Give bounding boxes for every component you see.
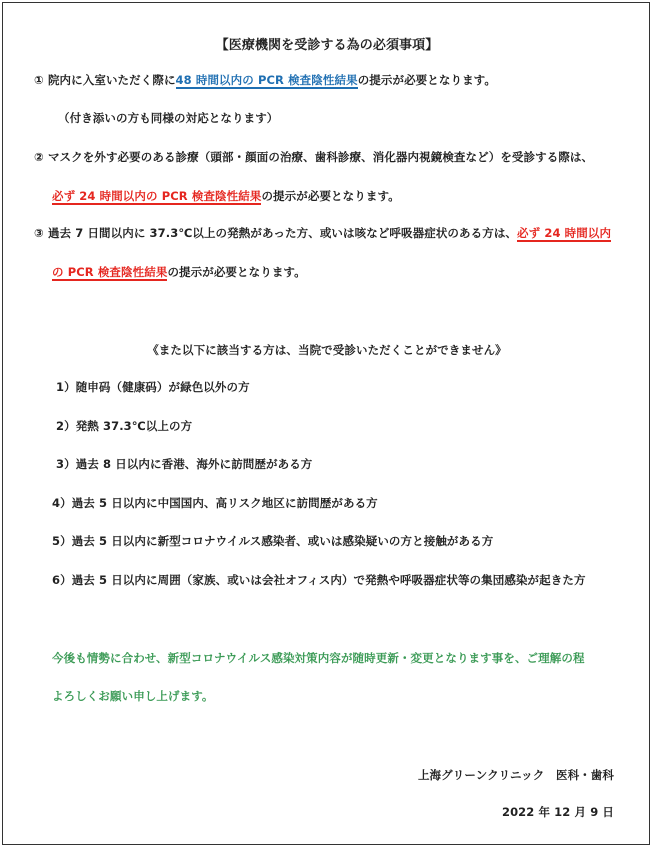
item-2-highlight: 必ず 24 時間以内の PCR 検査陰性結果: [52, 189, 262, 203]
exclusion-item: 5）過去 5 日以内に新型コロナウイルス感染者、或いは感染疑いの方と接触がある方: [52, 534, 494, 548]
clinic-name: 上海グリーンクリニック 医科・歯科: [417, 768, 614, 782]
item-3-highlight2: の PCR 検査陰性結果: [52, 265, 168, 279]
item-1-note: （付き添いの方も同様の対応となります）: [58, 111, 279, 125]
item-3-post: の提示が必要となります。: [167, 265, 306, 279]
item-1-post: の提示が必要となります。: [357, 73, 496, 87]
document-date: 2022 年 12 月 9 日: [501, 805, 614, 819]
exclusion-item: 3）過去 8 日以内に香港、海外に訪問歴がある方: [56, 457, 313, 471]
item-2-post: の提示が必要となります。: [261, 189, 400, 203]
item-3-line2: [52, 264, 306, 280]
item-1: [34, 72, 496, 88]
exclusion-item: 2）発熱 37.3℃以上の方: [56, 419, 193, 433]
exclusion-item: 1）随申码（健康码）が緑色以外の方: [56, 380, 250, 394]
notice-line1: 今後も情勢に合わせ、新型コロナウイルス感染対策内容が随時更新・変更となります事を、ご理解の程: [52, 651, 585, 665]
exclusion-item: 6）過去 5 日以内に周囲（家族、或いは会社オフィス内）で発熱や呼吸器症状等の集団感染が起きた方: [52, 573, 586, 587]
item-3-highlight1: 必ず 24 時間以内: [517, 226, 612, 240]
exclusion-item: 4）過去 5 日以内に中国国内、高リスク地区に訪問歴がある方: [52, 496, 378, 510]
page-title: 【医療機関を受診する為の必須事項】: [215, 38, 439, 53]
item-1-highlight: 48 時間以内の PCR 検査陰性結果: [175, 73, 358, 87]
item-1-pre: ① 院内に入室いただく際に: [34, 73, 176, 87]
item-2-line1: ② マスクを外す必要のある診療（頭部・顔面の治療、歯科診療、消化器内視鏡検査など）を受診する際は、: [34, 150, 594, 164]
exclusion-header: 《また以下に該当する方は、当院で受診いただくことができません》: [147, 343, 507, 357]
item-2-line2: [52, 188, 400, 204]
item-3-line1: [34, 225, 611, 241]
item-3-pre: ③ 過去 7 日間以内に 37.3℃以上の発熱があった方、或いは咳など呼吸器症状のある方は、: [34, 226, 518, 240]
notice-line2: よろしくお願い申し上げます。: [52, 689, 214, 703]
